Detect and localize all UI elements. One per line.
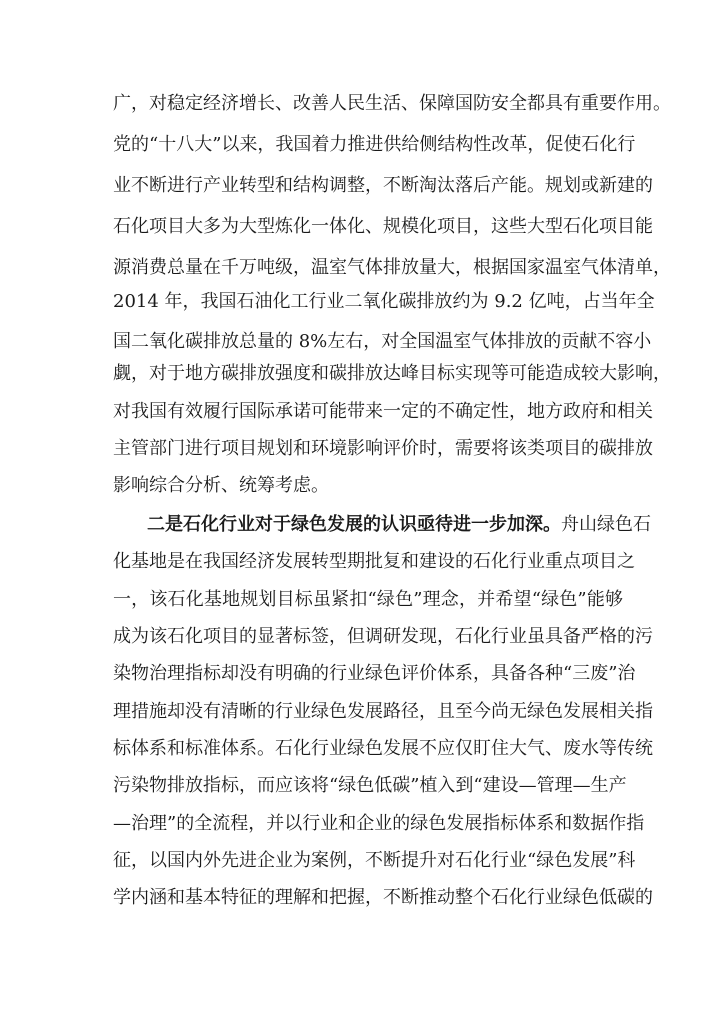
paragraph-lead-line bbox=[147, 510, 651, 540]
text-line: 污染物排放指标，而应该将“绿色低碳”植入到“建设—管理—生产 bbox=[113, 775, 627, 796]
text-line: 影响综合分析、统筹考虑。 bbox=[113, 475, 329, 496]
text-line: 学内涵和基本特征的理解和把握，不断推动整个石化行业绿色低碳的 bbox=[113, 887, 653, 908]
text-line: —治理”的全流程，并以行业和企业的绿色发展指标体系和数据作指 bbox=[113, 813, 645, 834]
text-line: 业不断进行产业转型和结构调整，不断淘汰落后产能。规划或新建的 bbox=[113, 175, 653, 196]
text-line: 主管部门进行项目规划和环境影响评价时，需要将该类项目的碳排放 bbox=[113, 438, 653, 459]
text-line: 石化项目大多为大型炼化一体化、规模化项目，这些大型石化项目能 bbox=[113, 216, 653, 237]
text-line: 标体系和标准体系。石化行业绿色发展不应仅盯住大气、废水等传统 bbox=[113, 738, 653, 759]
text-line: 觑，对于地方碳排放强度和碳排放达峰目标实现等可能造成较大影响， bbox=[113, 363, 671, 384]
text-line: 化基地是在我国经济发展转型期批复和建设的石化行业重点项目之 bbox=[113, 551, 635, 572]
text-line: 对我国有效履行国际承诺可能带来一定的不确定性，地方政府和相关 bbox=[113, 401, 653, 422]
text-line: 国二氧化碳排放总量的 8%左右，对全国温室气体排放的贡献不容小 bbox=[113, 331, 652, 352]
text-line: 一，该石化基地规划目标虽紧扣“绿色”理念，并希望“绿色”能够 bbox=[113, 589, 623, 610]
text-line: 2014 年，我国石油化工行业二氧化碳排放约为 9.2 亿吨，占当年全 bbox=[113, 291, 655, 312]
text-line: 党的“十八大”以来，我国着力推进供给侧结构性改革，促使石化行 bbox=[113, 134, 636, 155]
text-line: 征，以国内外先进企业为案例，不断提升对石化行业“绿色发展”科 bbox=[113, 850, 636, 871]
text-line: 成为该石化项目的显著标签，但调研发现，石化行业虽具备严格的污 bbox=[113, 626, 653, 647]
paragraph-lead-bold: 二是石化行业对于绿色发展的认识亟待进一步加深。 bbox=[147, 514, 561, 535]
text-line: 源消费总量在千万吨级，温室气体排放量大，根据国家温室气体清单， bbox=[113, 257, 671, 278]
paragraph-lead-rest: 舟山绿色石 bbox=[561, 514, 651, 535]
text-line: 广，对稳定经济增长、改善人民生活、保障国防安全都具有重要作用。 bbox=[113, 93, 671, 114]
text-line: 染物治理指标却没有明确的行业绿色评价体系，具备各种“三废”治 bbox=[113, 663, 636, 684]
text-line: 理措施却没有清晰的行业绿色发展路径，且至今尚无绿色发展相关指 bbox=[113, 701, 653, 722]
